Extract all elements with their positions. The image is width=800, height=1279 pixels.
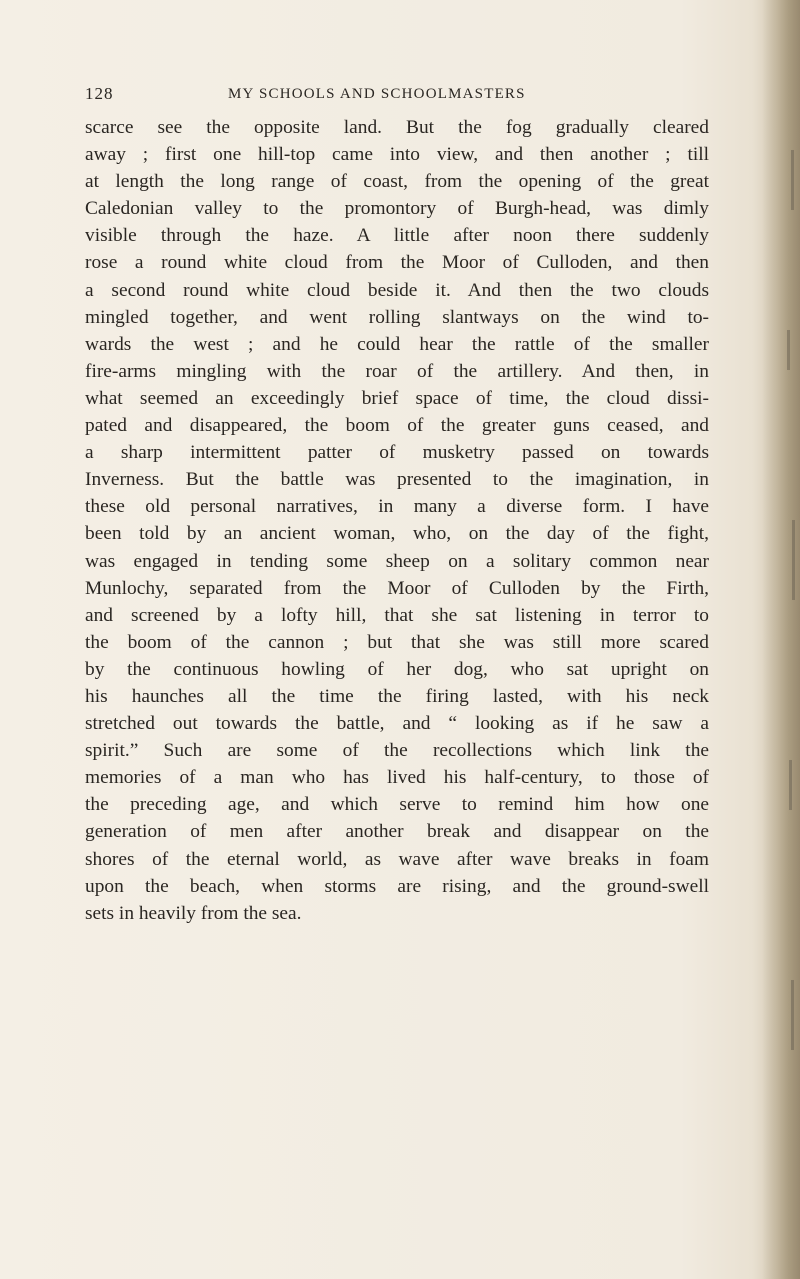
text-line: scarce see the opposite land. But the fog gradually cleared bbox=[85, 117, 709, 138]
text-line: the boom of the cannon ; but that she was still more scared bbox=[85, 631, 709, 653]
text-line: a sharp intermittent patter of musketry passed on towards bbox=[85, 442, 709, 464]
text-line: spirit.” Such are some of the recollections which link the bbox=[85, 740, 709, 762]
running-head: MY SCHOOLS AND SCHOOLMASTERS bbox=[228, 86, 526, 102]
page-edge-mark bbox=[787, 330, 790, 370]
page-number: 128 bbox=[85, 84, 114, 103]
text-line: these old personal narratives, in many a diverse form. I have bbox=[85, 496, 709, 518]
text-line: Munlochy, separated from the Moor of Culloden by the Firth, bbox=[85, 577, 709, 599]
text-line: his haunches all the time the firing lasted, with his neck bbox=[85, 685, 709, 707]
text-line: was engaged in tending some sheep on a solitary common near bbox=[85, 550, 709, 572]
text-line: been told by an ancient woman, who, on the day of the fight, bbox=[85, 523, 709, 545]
text-line: pated and disappeared, the boom of the greater guns ceased, and bbox=[85, 415, 709, 437]
text-line: upon the beach, when storms are rising, and the ground-swell bbox=[85, 875, 709, 897]
text-line: a second round white cloud beside it. And then the two clouds bbox=[85, 279, 709, 301]
page-edge-mark bbox=[791, 980, 794, 1050]
text-line: generation of men after another break and disappear on the bbox=[85, 821, 709, 843]
text-line: sets in heavily from the sea. bbox=[85, 902, 302, 924]
page-header bbox=[85, 84, 725, 108]
text-line: the preceding age, and which serve to remind him how one bbox=[85, 794, 709, 816]
text-line: memories of a man who has lived his half-century, to those of bbox=[85, 767, 709, 789]
text-line: stretched out towards the battle, and “ looking as if he saw a bbox=[85, 713, 709, 735]
text-line: mingled together, and went rolling slantways on the wind to- bbox=[85, 306, 709, 328]
text-line: fire-arms mingling with the roar of the artillery. And then, in bbox=[85, 360, 709, 382]
text-line: away ; first one hill-top came into view, and then another ; till bbox=[85, 144, 709, 166]
text-line: visible through the haze. A little after noon there suddenly bbox=[85, 225, 709, 247]
page-edge-mark bbox=[789, 760, 792, 810]
page-edge-mark bbox=[792, 520, 795, 600]
text-line: Caledonian valley to the promontory of Burgh-head, was dimly bbox=[85, 198, 709, 220]
text-line: wards the west ; and he could hear the rattle of the smaller bbox=[85, 333, 709, 355]
page-edge-mark bbox=[791, 150, 794, 210]
page-edge-shadow bbox=[762, 0, 800, 1279]
text-line: what seemed an exceedingly brief space of time, the cloud dissi- bbox=[85, 387, 709, 409]
text-line: shores of the eternal world, as wave after wave breaks in foam bbox=[85, 848, 709, 870]
body-text bbox=[85, 114, 709, 927]
text-line: and screened by a lofty hill, that she sat listening in terror to bbox=[85, 604, 709, 626]
text-line: by the continuous howling of her dog, who sat upright on bbox=[85, 658, 709, 680]
text-line: Inverness. But the battle was presented to the imagination, in bbox=[85, 469, 709, 491]
text-line: at length the long range of coast, from the opening of the great bbox=[85, 171, 709, 193]
text-line: rose a round white cloud from the Moor of Culloden, and then bbox=[85, 252, 709, 274]
